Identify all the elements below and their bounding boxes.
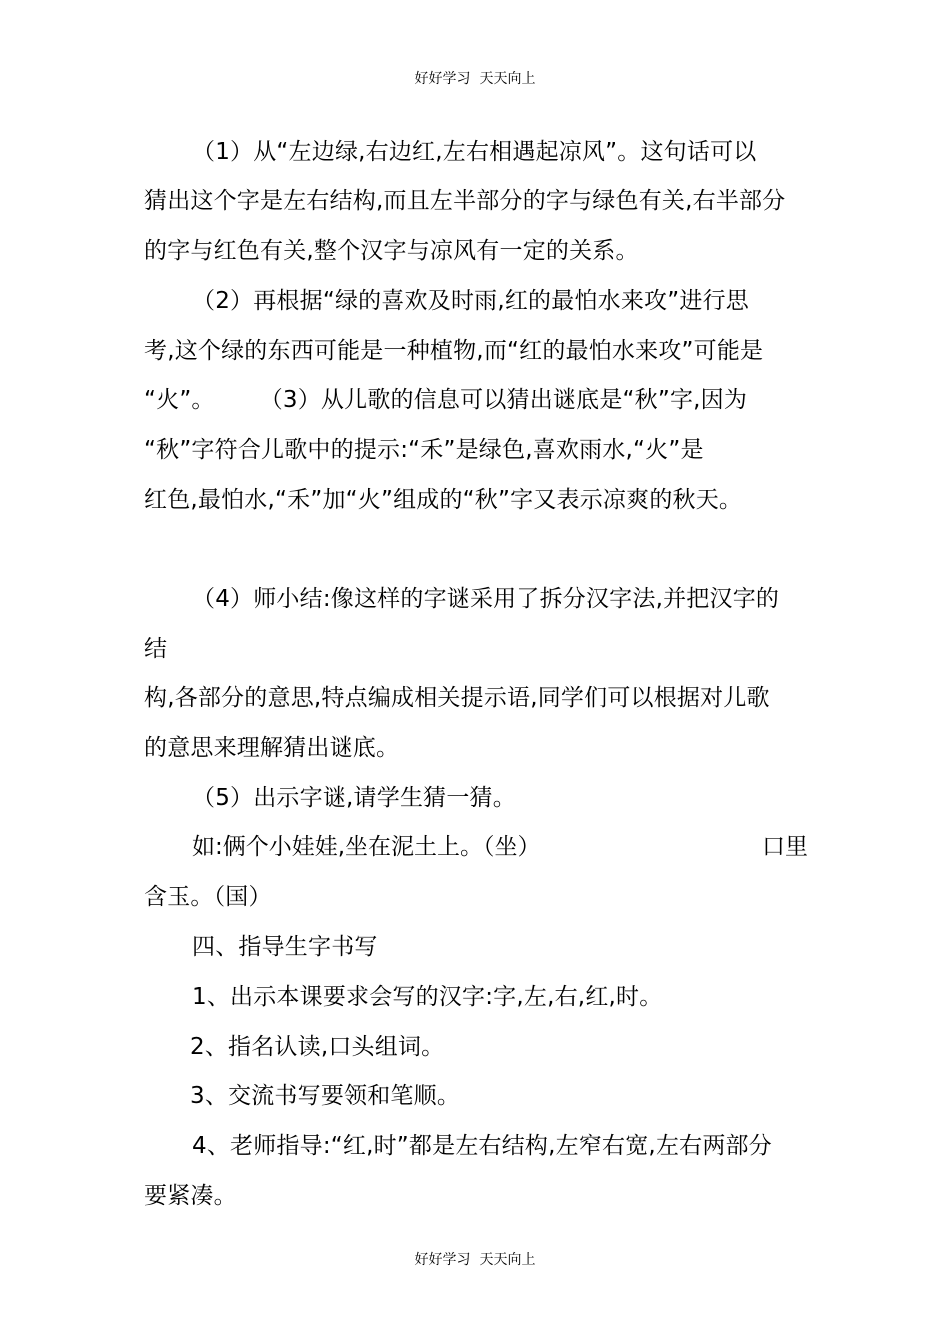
paragraph-line: 的字与红色有关,整个汉字与凉风有一定的关系。 (144, 238, 639, 264)
list-item: 2、指名认读,口头组词。 (190, 1034, 445, 1060)
section-heading: 四、指导生字书写 (192, 934, 378, 960)
paragraph-line: 猜出这个字是左右结构,而且左半部分的字与绿色有关,右半部分 (144, 188, 786, 214)
page-footer: 好好学习 天天向上 (414, 1252, 536, 1268)
list-item: 4、老师指导:“红,时”都是左右结构,左窄右宽,左右两部分 (192, 1133, 772, 1159)
list-item: 1、出示本课要求会写的汉字:字,左,右,红,时。 (192, 984, 663, 1010)
paragraph-line: 红色,最怕水,“禾”加“火”组成的“秋”字又表示凉爽的秋天。 (144, 487, 743, 513)
paragraph-line: 考,这个绿的东西可能是一种植物,而“红的最怕水来攻”可能是 (144, 338, 764, 364)
paragraph-line: （5）出示字谜,请学生猜一猜。 (192, 785, 516, 811)
paragraph-line: （2）再根据“绿的喜欢及时雨,红的最怕水来攻”进行思 (192, 288, 749, 314)
paragraph-line: 要紧凑。 (144, 1183, 237, 1209)
paragraph-line: （1）从“左边绿,右边红,左右相遇起凉风”。这句话可以 (192, 139, 757, 165)
list-item: 3、交流书写要领和笔顺。 (190, 1083, 461, 1109)
riddle-left-text: 如:俩个小娃娃,坐在泥土上。（坐） (192, 834, 541, 860)
riddle-line (192, 832, 808, 862)
paragraph-line: “火”。 （3）从儿歌的信息可以猜出谜底是“秋”字,因为 (144, 387, 748, 413)
page-header: 好好学习 天天向上 (414, 71, 536, 87)
paragraph-line: （4）师小结:像这样的字谜采用了拆分汉字法,并把汉字的 (192, 586, 780, 612)
paragraph-line: “秋”字符合儿歌中的提示:“禾”是绿色,喜欢雨水,“火”是 (144, 437, 704, 463)
paragraph-line: 含玉。（国） (144, 884, 272, 910)
paragraph-line: 的意思来理解猜出谜底。 (144, 735, 400, 761)
paragraph-line: 构,各部分的意思,特点编成相关提示语,同学们可以根据对儿歌 (144, 685, 770, 711)
paragraph-line: 结 (144, 636, 168, 662)
riddle-right-text: 口里 (762, 834, 808, 860)
